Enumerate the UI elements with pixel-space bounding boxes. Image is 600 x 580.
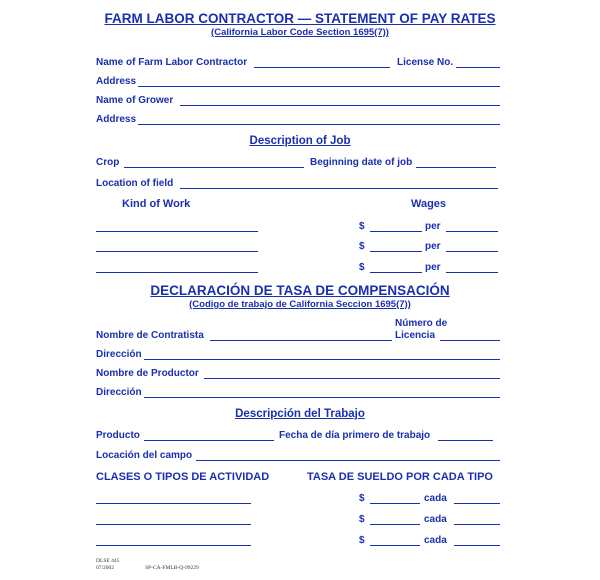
dollar-sign: $ <box>359 241 365 252</box>
product-field[interactable] <box>144 440 274 441</box>
contractor-name-label-es: Nombre de Contratista <box>96 330 204 341</box>
wage-unit-field-es[interactable] <box>454 503 500 504</box>
address-field[interactable] <box>138 86 500 87</box>
begin-date-label-es: Fecha de día primero de trabajo <box>279 430 431 441</box>
per-label: per <box>425 241 441 252</box>
license-label-line1: Número de <box>395 318 448 329</box>
license-field[interactable] <box>456 67 500 68</box>
field-location-field-es[interactable] <box>196 460 500 461</box>
spanish-title: DECLARACIÓN DE TASA DE COMPENSACIÓN <box>150 283 450 298</box>
per-label: per <box>425 262 441 273</box>
contractor-name-label: Name of Farm Labor Contractor <box>96 57 248 68</box>
contractor-name-field-es[interactable] <box>210 340 392 341</box>
wage-amount-field-es[interactable] <box>370 524 420 525</box>
wage-unit-field-es[interactable] <box>454 545 500 546</box>
kind-of-work-field[interactable] <box>96 231 258 232</box>
job-description-heading-es: Descripción del Trabajo <box>235 408 365 420</box>
job-description-heading: Description of Job <box>249 135 351 147</box>
dollar-sign: $ <box>359 221 365 232</box>
producer-field[interactable] <box>204 378 500 379</box>
wage-unit-field[interactable] <box>446 272 498 273</box>
each-label: cada <box>424 493 447 504</box>
each-label: cada <box>424 535 447 546</box>
wage-unit-field[interactable] <box>446 251 498 252</box>
begin-date-label: Beginning date of job <box>310 157 413 168</box>
license-field-es[interactable] <box>440 340 500 341</box>
wage-amount-field[interactable] <box>370 231 422 232</box>
grower-label: Name of Grower <box>96 95 174 106</box>
activity-type-field[interactable] <box>96 524 251 525</box>
activity-type-field[interactable] <box>96 503 251 504</box>
wage-rate-heading: TASA DE SUELDO POR CADA TIPO <box>307 471 493 483</box>
per-label: per <box>425 221 441 232</box>
each-label: cada <box>424 514 447 525</box>
wage-unit-field[interactable] <box>446 231 498 232</box>
license-label: License No. <box>397 57 454 68</box>
product-label: Producto <box>96 430 140 441</box>
producer-address-label: Dirección <box>96 387 142 398</box>
kind-of-work-heading: Kind of Work <box>122 198 191 210</box>
spanish-subtitle: (Codigo de trabajo de California Seccion 1695(7)) <box>189 299 411 310</box>
crop-label: Crop <box>96 157 120 168</box>
wage-amount-field[interactable] <box>370 272 422 273</box>
field-location-label: Location of field <box>96 178 174 189</box>
form-date: 07/2002 <box>96 565 115 571</box>
begin-date-field[interactable] <box>416 167 496 168</box>
form-title: FARM LABOR CONTRACTOR — STATEMENT OF PAY RATES <box>104 11 496 26</box>
form-number: DLSE 445 <box>96 558 120 564</box>
wage-amount-field[interactable] <box>370 251 422 252</box>
wages-heading: Wages <box>411 198 447 210</box>
dollar-sign: $ <box>359 493 365 504</box>
contractor-name-field[interactable] <box>254 67 390 68</box>
dollar-sign: $ <box>359 514 365 525</box>
begin-date-field-es[interactable] <box>438 440 493 441</box>
kind-of-work-field[interactable] <box>96 251 258 252</box>
grower-address-label: Address <box>96 114 137 125</box>
wage-amount-field-es[interactable] <box>370 503 420 504</box>
dollar-sign: $ <box>359 535 365 546</box>
field-location-field[interactable] <box>180 188 498 189</box>
grower-address-field[interactable] <box>138 124 500 125</box>
license-label-line2: Licencia <box>395 330 436 341</box>
wage-unit-field-es[interactable] <box>454 524 500 525</box>
stock-number: SP-CA-FMLB-Q-99229 <box>145 565 199 571</box>
activity-type-field[interactable] <box>96 545 251 546</box>
dollar-sign: $ <box>359 262 365 273</box>
wage-amount-field-es[interactable] <box>370 545 420 546</box>
crop-field[interactable] <box>124 167 304 168</box>
kind-of-work-field[interactable] <box>96 272 258 273</box>
grower-field[interactable] <box>180 105 500 106</box>
producer-label: Nombre de Productor <box>96 368 199 379</box>
field-location-label-es: Locación del campo <box>96 450 193 461</box>
producer-address-field[interactable] <box>144 397 500 398</box>
address-label: Address <box>96 76 137 87</box>
address-field-es[interactable] <box>144 359 500 360</box>
form-subtitle: (California Labor Code Section 1695(7)) <box>211 27 389 38</box>
address-label-es: Dirección <box>96 349 142 360</box>
activity-types-heading: CLASES O TIPOS DE ACTIVIDAD <box>96 471 270 483</box>
